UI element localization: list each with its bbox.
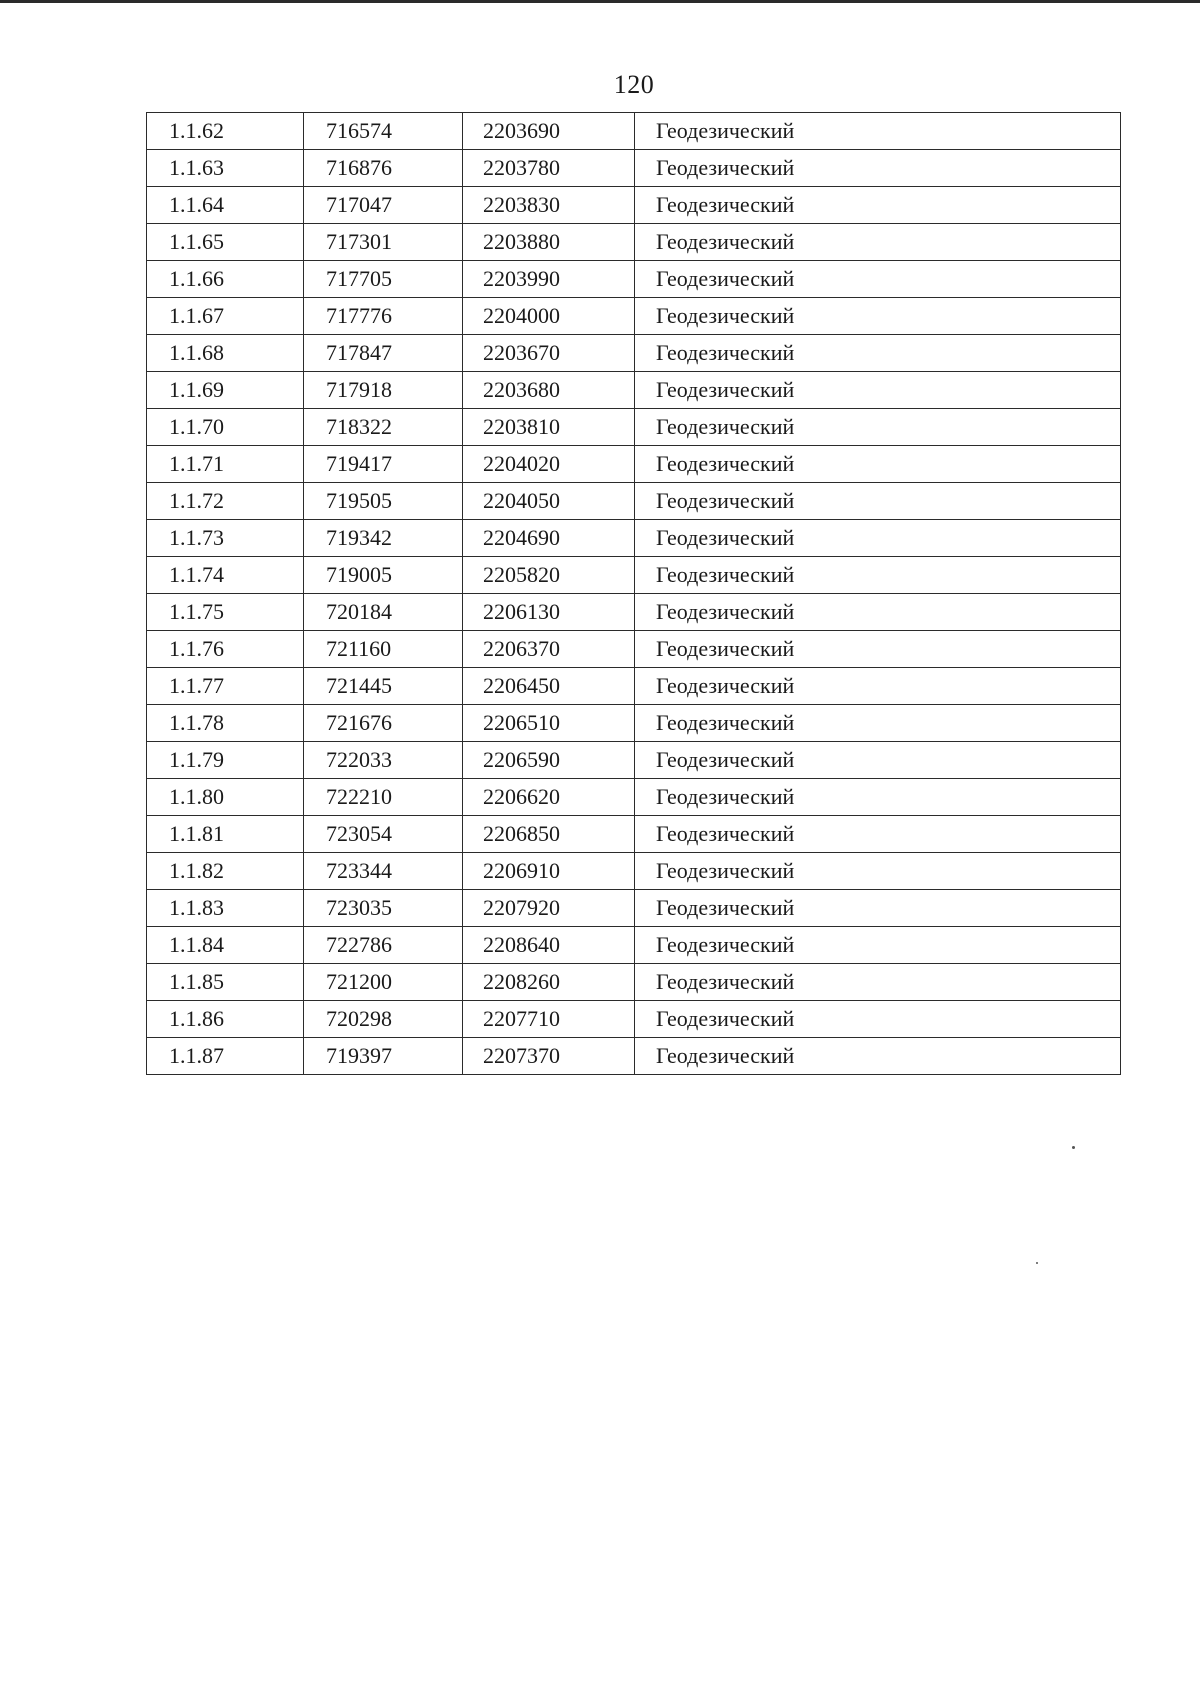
cell-x-coordinate: 723344 [304,853,463,890]
cell-x-coordinate: 722210 [304,779,463,816]
table-row [147,150,1121,187]
cell-x-coordinate: 719417 [304,446,463,483]
cell-y-coordinate: 2203990 [463,261,635,298]
cell-point-type: Геодезический [635,520,1121,557]
cell-y-coordinate: 2207920 [463,890,635,927]
cell-point-type: Геодезический [635,298,1121,335]
cell-point-number: 1.1.70 [147,409,304,446]
cell-x-coordinate: 717301 [304,224,463,261]
cell-x-coordinate: 723035 [304,890,463,927]
cell-point-type: Геодезический [635,335,1121,372]
cell-point-number: 1.1.84 [147,927,304,964]
table-row [147,1001,1121,1038]
cell-point-type: Геодезический [635,816,1121,853]
table-row [147,927,1121,964]
cell-point-number: 1.1.79 [147,742,304,779]
cell-y-coordinate: 2206620 [463,779,635,816]
table-row [147,668,1121,705]
table-row [147,298,1121,335]
cell-point-type: Геодезический [635,261,1121,298]
cell-y-coordinate: 2204000 [463,298,635,335]
cell-point-type: Геодезический [635,483,1121,520]
cell-x-coordinate: 719005 [304,557,463,594]
cell-y-coordinate: 2203780 [463,150,635,187]
cell-y-coordinate: 2203670 [463,335,635,372]
scan-speck [1036,1262,1038,1264]
cell-y-coordinate: 2206450 [463,668,635,705]
table-row [147,446,1121,483]
table-row [147,816,1121,853]
cell-x-coordinate: 723054 [304,816,463,853]
cell-point-type: Геодезический [635,927,1121,964]
cell-point-number: 1.1.86 [147,1001,304,1038]
table-row [147,113,1121,150]
cell-point-number: 1.1.62 [147,113,304,150]
cell-x-coordinate: 717047 [304,187,463,224]
table-row [147,742,1121,779]
cell-point-type: Геодезический [635,150,1121,187]
cell-y-coordinate: 2206850 [463,816,635,853]
cell-x-coordinate: 717705 [304,261,463,298]
cell-y-coordinate: 2208260 [463,964,635,1001]
cell-x-coordinate: 717918 [304,372,463,409]
cell-point-type: Геодезический [635,668,1121,705]
page-number: 120 [613,70,655,99]
cell-x-coordinate: 720298 [304,1001,463,1038]
cell-point-number: 1.1.74 [147,557,304,594]
cell-x-coordinate: 716574 [304,113,463,150]
cell-y-coordinate: 2203680 [463,372,635,409]
cell-y-coordinate: 2208640 [463,927,635,964]
cell-y-coordinate: 2205820 [463,557,635,594]
cell-point-number: 1.1.78 [147,705,304,742]
coordinates-table [146,112,1121,1075]
cell-x-coordinate: 722786 [304,927,463,964]
table-row [147,557,1121,594]
cell-point-number: 1.1.68 [147,335,304,372]
cell-point-number: 1.1.66 [147,261,304,298]
cell-x-coordinate: 721445 [304,668,463,705]
cell-x-coordinate: 720184 [304,594,463,631]
cell-y-coordinate: 2206910 [463,853,635,890]
cell-point-number: 1.1.73 [147,520,304,557]
scan-top-edge [0,0,1200,3]
cell-point-number: 1.1.72 [147,483,304,520]
table-row [147,520,1121,557]
cell-x-coordinate: 721200 [304,964,463,1001]
table-row [147,594,1121,631]
cell-y-coordinate: 2203830 [463,187,635,224]
cell-point-number: 1.1.87 [147,1038,304,1075]
cell-point-number: 1.1.83 [147,890,304,927]
cell-point-type: Геодезический [635,446,1121,483]
scan-speck [1072,1146,1075,1149]
cell-y-coordinate: 2207370 [463,1038,635,1075]
table-row [147,631,1121,668]
cell-point-type: Геодезический [635,890,1121,927]
cell-y-coordinate: 2204690 [463,520,635,557]
cell-x-coordinate: 717776 [304,298,463,335]
table-row [147,187,1121,224]
cell-x-coordinate: 722033 [304,742,463,779]
cell-point-type: Геодезический [635,409,1121,446]
table-row [147,890,1121,927]
cell-x-coordinate: 716876 [304,150,463,187]
table-row [147,853,1121,890]
cell-point-type: Геодезический [635,705,1121,742]
cell-point-number: 1.1.64 [147,187,304,224]
cell-point-number: 1.1.81 [147,816,304,853]
cell-y-coordinate: 2204050 [463,483,635,520]
cell-point-type: Геодезический [635,594,1121,631]
table-row [147,705,1121,742]
table-row [147,409,1121,446]
cell-point-number: 1.1.85 [147,964,304,1001]
cell-point-number: 1.1.75 [147,594,304,631]
cell-x-coordinate: 719505 [304,483,463,520]
cell-point-type: Геодезический [635,1038,1121,1075]
cell-x-coordinate: 718322 [304,409,463,446]
cell-x-coordinate: 719397 [304,1038,463,1075]
table-row [147,224,1121,261]
cell-y-coordinate: 2206590 [463,742,635,779]
cell-point-type: Геодезический [635,631,1121,668]
cell-point-number: 1.1.69 [147,372,304,409]
cell-y-coordinate: 2206370 [463,631,635,668]
cell-point-type: Геодезический [635,224,1121,261]
table-row [147,483,1121,520]
cell-point-number: 1.1.63 [147,150,304,187]
cell-y-coordinate: 2206510 [463,705,635,742]
cell-y-coordinate: 2207710 [463,1001,635,1038]
cell-point-number: 1.1.65 [147,224,304,261]
coordinates-table-body [147,113,1121,1075]
cell-point-number: 1.1.80 [147,779,304,816]
cell-point-number: 1.1.67 [147,298,304,335]
cell-point-type: Геодезический [635,964,1121,1001]
cell-point-number: 1.1.71 [147,446,304,483]
cell-point-number: 1.1.77 [147,668,304,705]
table-row [147,261,1121,298]
table-row [147,779,1121,816]
table-row [147,335,1121,372]
cell-point-type: Геодезический [635,779,1121,816]
cell-point-type: Геодезический [635,853,1121,890]
table-row [147,1038,1121,1075]
cell-point-number: 1.1.82 [147,853,304,890]
cell-point-type: Геодезический [635,1001,1121,1038]
cell-y-coordinate: 2206130 [463,594,635,631]
table-row [147,964,1121,1001]
cell-point-type: Геодезический [635,742,1121,779]
cell-point-type: Геодезический [635,187,1121,224]
cell-y-coordinate: 2204020 [463,446,635,483]
cell-point-type: Геодезический [635,557,1121,594]
cell-point-type: Геодезический [635,113,1121,150]
table-row [147,372,1121,409]
cell-x-coordinate: 721160 [304,631,463,668]
cell-y-coordinate: 2203690 [463,113,635,150]
cell-point-type: Геодезический [635,372,1121,409]
cell-y-coordinate: 2203880 [463,224,635,261]
cell-y-coordinate: 2203810 [463,409,635,446]
cell-x-coordinate: 717847 [304,335,463,372]
cell-point-number: 1.1.76 [147,631,304,668]
cell-x-coordinate: 721676 [304,705,463,742]
cell-x-coordinate: 719342 [304,520,463,557]
